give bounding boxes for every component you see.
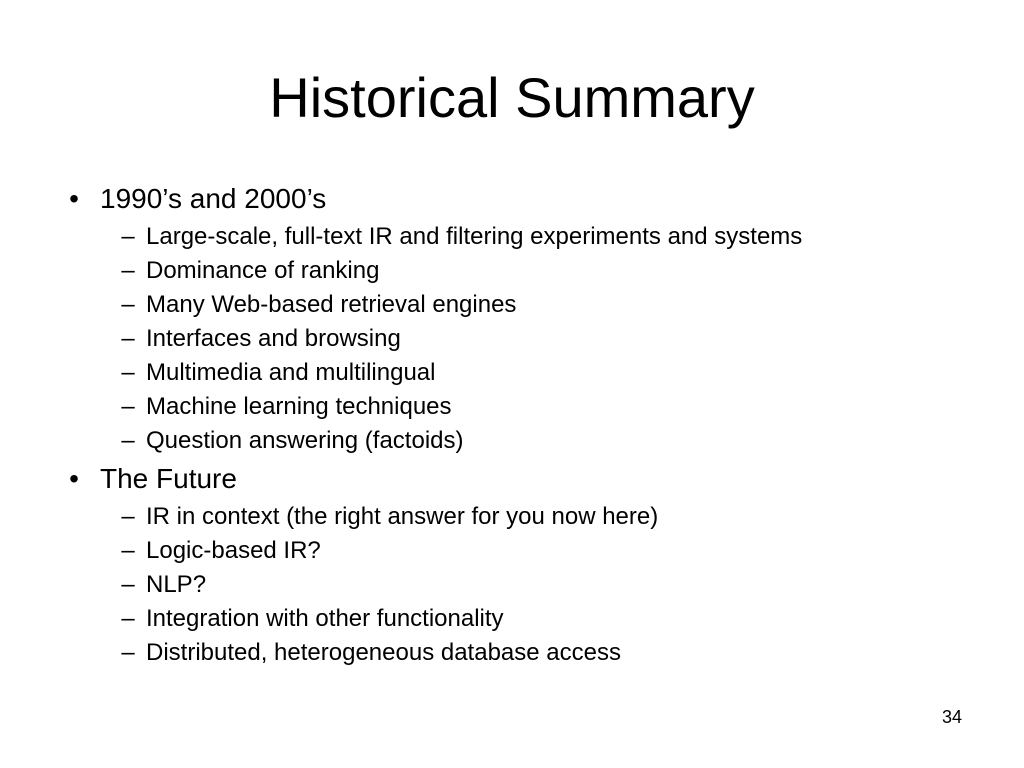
sub-bullet-item xyxy=(60,636,980,670)
sub-bullet-marker: – xyxy=(121,427,135,454)
sub-bullet-item xyxy=(60,390,980,424)
sub-bullet-marker: – xyxy=(121,605,135,632)
sub-bullet-marker: – xyxy=(121,639,135,666)
sub-bullet-marker: – xyxy=(121,503,135,530)
page-number: 34 xyxy=(941,707,962,727)
sub-bullet-marker: – xyxy=(121,537,135,564)
sub-bullet-marker: – xyxy=(121,223,135,250)
slide-body xyxy=(60,178,980,670)
sub-bullet-item xyxy=(60,220,980,254)
sub-bullet-text: NLP? xyxy=(146,571,207,598)
sub-bullet-text: Multimedia and multilingual xyxy=(146,359,436,386)
bullet-marker: • xyxy=(69,463,79,494)
sub-bullet-item xyxy=(60,500,980,534)
slide-title: Historical Summary xyxy=(269,66,755,129)
sub-bullet-item xyxy=(60,254,980,288)
sub-bullet-text: IR in context (the right answer for you now here) xyxy=(146,503,659,530)
sub-bullet-item xyxy=(60,568,980,602)
bullet-marker: • xyxy=(69,183,79,214)
sub-bullet-text: Machine learning techniques xyxy=(146,393,452,420)
bullet-item xyxy=(60,178,980,220)
sub-bullet-text: Question answering (factoids) xyxy=(146,427,464,454)
sub-bullet-text: Integration with other functionality xyxy=(146,605,504,632)
sub-bullet-marker: – xyxy=(121,571,135,598)
sub-bullet-text: Interfaces and browsing xyxy=(146,325,401,352)
sub-bullet-item xyxy=(60,602,980,636)
sub-bullet-text: Distributed, heterogeneous database access xyxy=(146,639,621,666)
sub-bullet-text: Dominance of ranking xyxy=(146,257,380,284)
bullet-text: The Future xyxy=(100,463,237,494)
sub-bullet-marker: – xyxy=(121,325,135,352)
sub-bullet-marker: – xyxy=(121,359,135,386)
sub-bullet-marker: – xyxy=(121,291,135,318)
sub-bullet-text: Large-scale, full-text IR and filtering experiments and systems xyxy=(146,223,803,250)
sub-bullet-marker: – xyxy=(121,257,135,284)
bullet-item xyxy=(60,458,980,500)
sub-bullet-item xyxy=(60,322,980,356)
sub-bullet-item xyxy=(60,288,980,322)
bullet-text: 1990’s and 2000’s xyxy=(100,183,327,214)
sub-bullet-item xyxy=(60,534,980,568)
sub-bullet-text: Many Web-based retrieval engines xyxy=(146,291,517,318)
sub-bullet-marker: – xyxy=(121,393,135,420)
sub-bullet-text: Logic-based IR? xyxy=(146,537,321,564)
sub-bullet-item xyxy=(60,356,980,390)
sub-bullet-item xyxy=(60,424,980,458)
